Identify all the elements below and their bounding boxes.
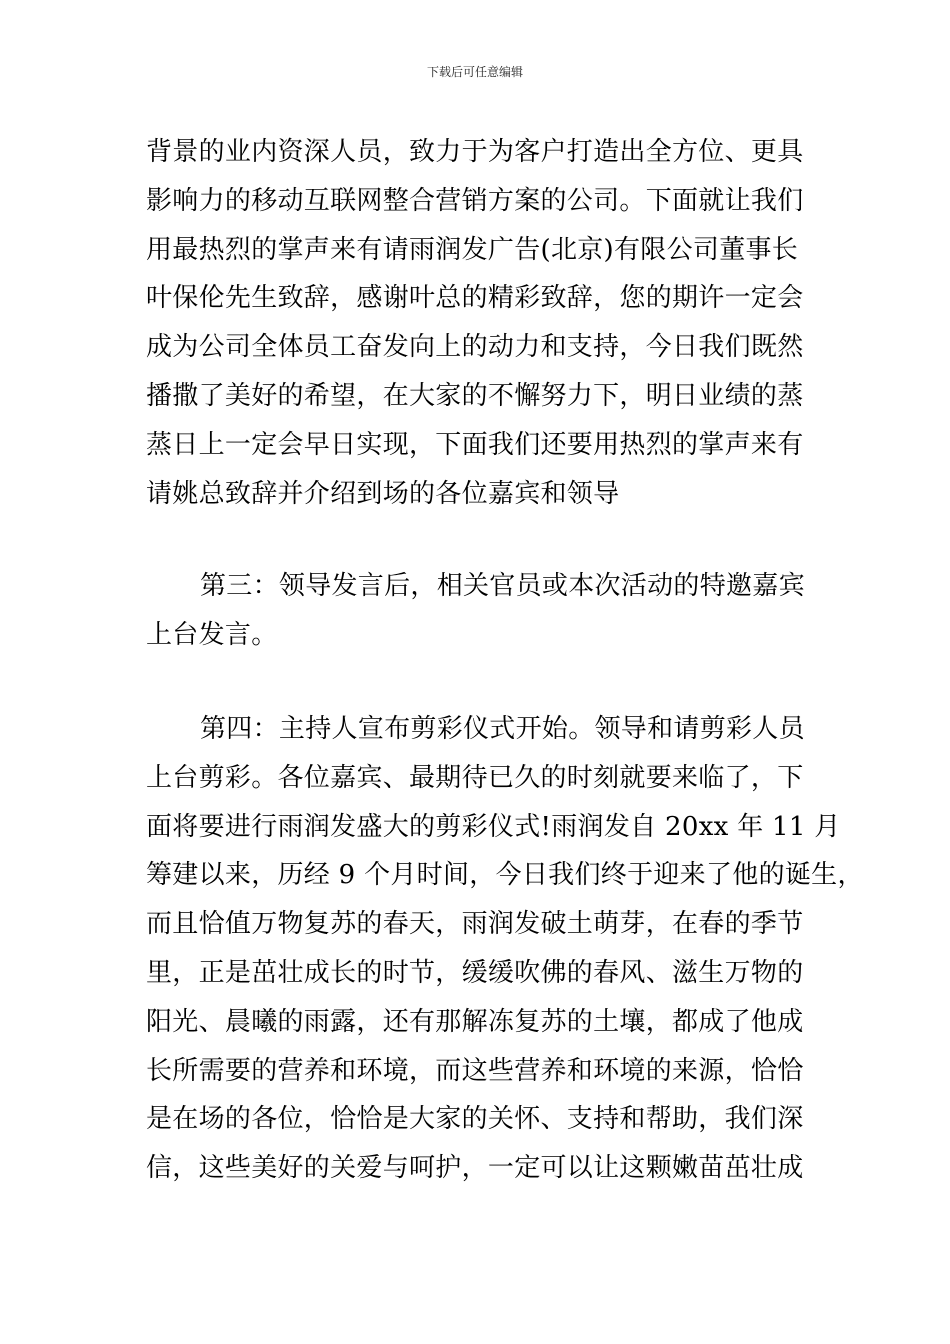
text-line: 而且恰值万物复苏的春天，雨润发破土萌芽，在春的季节 [146,909,804,940]
document-body [146,128,864,1193]
page-header-note: 下载后可任意编辑 [426,65,523,79]
text-line: 是在场的各位，恰恰是大家的关怀、支持和帮助，我们深 [146,1104,804,1135]
text-line: 背景的业内资深人员，致力于为客户打造出全方位、更具 [146,137,804,167]
text-line: 用最热烈的掌声来有请雨润发广告(北京)有限公司董事长 [146,234,799,265]
text-line: 里，正是茁壮成长的时节，缓缓吹佛的春风、滋生万物的 [146,957,804,988]
text-line: 信，这些美好的关爱与呵护，一定可以让这颗嫩苗茁壮成 [146,1153,804,1184]
text-line: 第四：主持人宣布剪彩仪式开始。领导和请剪彩人员 [200,713,805,744]
text-line: 上台剪彩。各位嘉宾、最期待已久的时刻就要来临了，下 [146,762,804,793]
paragraph-spacer [146,518,836,562]
paragraph-intro [146,128,836,518]
text-line: 成为公司全体员工奋发向上的动力和支持，今日我们既然 [146,332,804,363]
paragraph-step-four [146,705,864,1193]
paragraph-step-three [146,562,836,660]
text-line: 播撒了美好的希望，在大家的不懈努力下，明日业绩的蒸 [146,380,804,411]
text-line: 请姚总致辞并介绍到场的各位嘉宾和领导 [146,478,620,509]
text-line: 叶保伦先生致辞，感谢叶总的精彩致辞，您的期许一定会 [146,283,804,314]
text-line: 面将要进行雨润发盛大的剪彩仪式!雨润发自 20xx 年 11 月 [146,811,841,842]
text-line: 第三：领导发言后，相关官员或本次活动的特邀嘉宾 [200,571,805,602]
text-line: 影响力的移动互联网整合营销方案的公司。下面就让我们 [146,185,804,216]
paragraph-spacer [146,660,836,705]
text-line: 蒸日上一定会早日实现，下面我们还要用热烈的掌声来有 [146,429,804,460]
text-line: 筹建以来，历经 9 个月时间，今日我们终于迎来了他的诞生， [146,860,864,891]
text-line: 上台发言。 [146,620,278,651]
text-line: 阳光、晨曦的雨露，还有那解冻复苏的土壤，都成了他成 [146,1006,804,1037]
text-line: 长所需要的营养和环境，而这些营养和环境的来源，恰恰 [146,1055,804,1086]
